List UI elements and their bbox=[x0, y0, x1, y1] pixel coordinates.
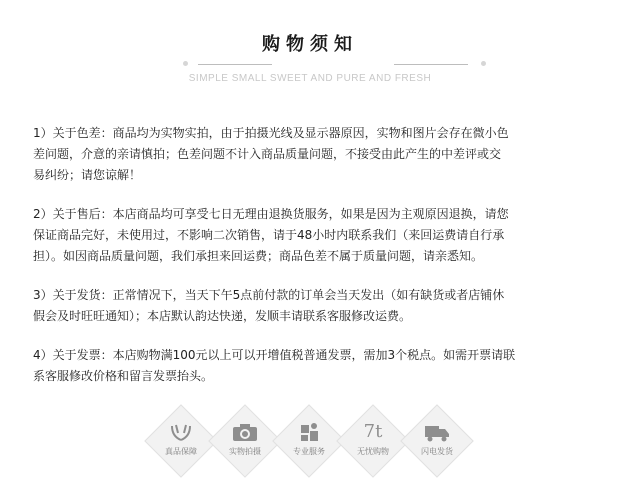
badge-professional-service bbox=[278, 402, 340, 488]
badge-label: 专业服务 bbox=[293, 447, 325, 456]
badge-label: 闪电发货 bbox=[421, 447, 453, 456]
badge-worry-free bbox=[342, 402, 404, 488]
hands-icon bbox=[150, 420, 212, 444]
badge-fast-shipping bbox=[406, 402, 468, 488]
divider-dot-right bbox=[481, 61, 486, 66]
badge-label: 实物拍摄 bbox=[229, 447, 261, 456]
seven-days-icon: 7t bbox=[363, 421, 383, 442]
divider-dot-left bbox=[183, 61, 188, 66]
title-divider-right bbox=[394, 64, 468, 65]
tagline: SIMPLE SMALL SWEET AND PURE AND FRESH bbox=[188, 73, 432, 84]
truck-icon bbox=[406, 420, 468, 444]
title-divider-left bbox=[198, 64, 272, 65]
badge-label: 真品保障 bbox=[165, 447, 197, 456]
badge-label: 无忧购物 bbox=[357, 447, 389, 456]
camera-icon bbox=[214, 420, 276, 444]
section-line: 担）。如因商品质量问题，我们承担来回运费；商品色差不属于质量问题，请亲悉知。 bbox=[33, 249, 484, 263]
badge-authentic bbox=[150, 402, 212, 488]
section-line: 保证商品完好，未使用过，不影响二次销售，请于48小时内联系我们（来回运费请自行承 bbox=[33, 228, 505, 242]
page-title: 购物须知 bbox=[262, 34, 358, 55]
section-line: 1）关于色差：商品均为实物实拍，由于拍摄光线及显示器原因，实物和图片会存在微小色 bbox=[33, 126, 509, 140]
service-badges bbox=[150, 402, 470, 488]
section-line: 4）关于发票：本店购物满100元以上可以开增值税普通发票，需加3个税点。如需开票请联 bbox=[33, 348, 516, 362]
section-line: 易纠纷；请您谅解！ bbox=[33, 168, 142, 182]
section-line: 3）关于发货：正常情况下，当天下午5点前付款的订单会当天发出（如有缺货或者店铺休 bbox=[33, 288, 505, 302]
section-shipping bbox=[33, 285, 593, 327]
section-line: 2）关于售后：本店商品均可享受七日无理由退换货服务，如果是因为主观原因退换，请您 bbox=[33, 207, 509, 221]
service-icon bbox=[278, 420, 340, 444]
section-color-difference bbox=[33, 123, 593, 186]
section-line: 系客服修改价格和留言发票抬头。 bbox=[33, 369, 214, 383]
section-line: 假会及时旺旺通知）；本店默认韵达快递，发顺丰请联系客服修改运费。 bbox=[33, 309, 412, 323]
badge-real-photo bbox=[214, 402, 276, 488]
notice-content bbox=[33, 123, 593, 405]
section-after-sales bbox=[33, 204, 593, 267]
section-invoice bbox=[33, 345, 593, 387]
section-line: 差问题，介意的亲请慎拍；色差问题不计入商品质量问题，不接受由此产生的中差评或交 bbox=[33, 147, 502, 161]
